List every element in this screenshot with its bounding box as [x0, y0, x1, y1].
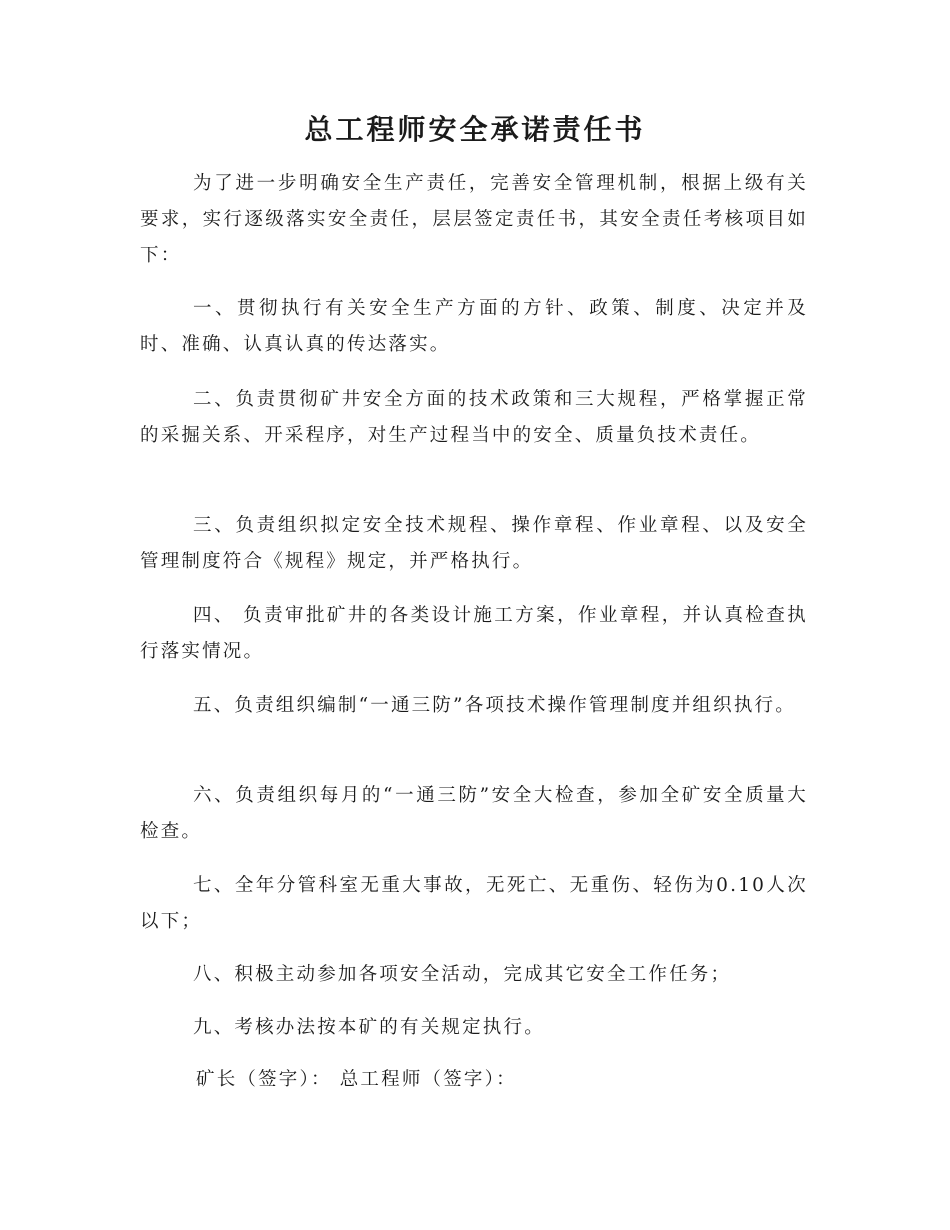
clause-5: 五、负责组织编制“一通三防”各项技术操作管理制度并组织执行。: [193, 695, 796, 716]
intro-paragraph: 为了进一步明确安全生产责任，完善安全管理机制，根据上级有关要求，实行逐级落实安全责任，层层签定责任书，其安全责任考核项目如下：: [140, 173, 808, 266]
clause-4: 四、 负责审批矿井的各类设计施工方案，作业章程，并认真检查执行落实情况。: [140, 605, 808, 662]
clause-9: 九、考核办法按本矿的有关规定执行。: [193, 1017, 545, 1038]
clause-6: 六、负责组织每月的“一通三防”安全大检查，参加全矿安全质量大检查。: [140, 785, 808, 842]
clause-7: 七、全年分管科室无重大事故，无死亡、无重伤、轻伤为0.10人次以下；: [140, 875, 808, 932]
clause-1: 一、贯彻执行有关安全生产方面的方针、政策、制度、决定并及时、准确、认真认真的传达落实。: [140, 298, 808, 355]
clause-8: 八、积极主动参加各项安全活动，完成其它安全工作任务；: [193, 964, 732, 985]
signature-line: 矿长（签字）： 总工程师（签字）：: [196, 1069, 517, 1090]
clause-2: 二、负责贯彻矿井安全方面的技术政策和三大规程，严格掌握正常的采掘关系、开采程序，对生产过程当中的安全、质量负技术责任。: [140, 389, 808, 446]
clause-3: 三、负责组织拟定安全技术规程、操作章程、作业章程、以及安全管理制度符合《规程》规定，并严格执行。: [140, 515, 808, 572]
document-title: 总工程师安全承诺责任书: [304, 113, 646, 146]
